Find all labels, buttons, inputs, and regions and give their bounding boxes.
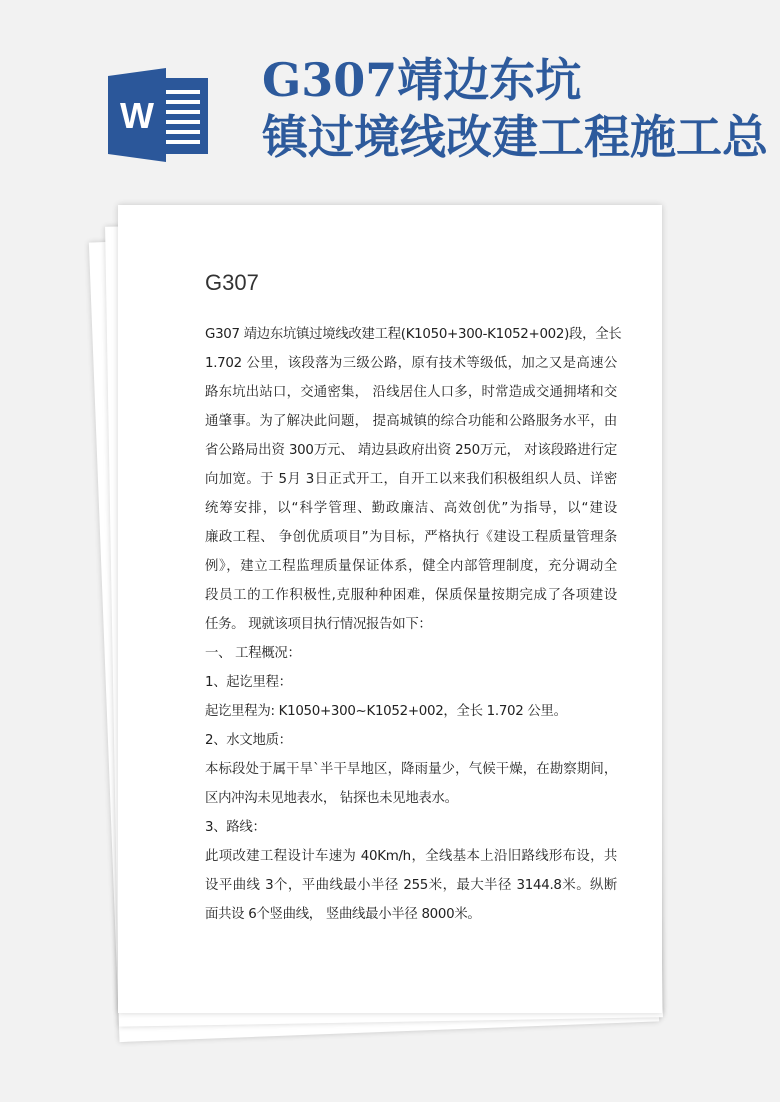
svg-text:W: W	[120, 95, 154, 136]
subsection-title: 2、水文地质：	[205, 733, 292, 748]
title-line-2: 镇过境线改建工程施工总	[262, 110, 768, 164]
text-line: 设平曲线 3个，平曲线最小半径 255米，最大半径 3144.8米。纵断	[205, 878, 617, 893]
document-body	[205, 270, 622, 929]
text-line: G307 靖边东坑镇过境线改建工程(K1050+300-K1052+002)段，全长	[205, 327, 622, 342]
text-line: 此项改建工程设计车速为 40Km/h，全线基本上沿旧路线形布设，共	[205, 849, 617, 864]
text-line: 统筹安排，以“科学管理、勤政廉洁、高效创优”为指导，以“建设	[205, 501, 617, 516]
text-line: 例》，建立工程监理质量保证体系，健全内部管理制度，充分调动全	[205, 559, 617, 574]
title-line-1: G307靖边东坑	[262, 53, 582, 107]
intro-paragraph	[205, 320, 622, 639]
subsection-title: 1、起讫里程：	[205, 675, 292, 690]
subsection-body	[205, 697, 617, 726]
text-line: 起讫里程为: K1050+300~K1052+002，全长 1.702 公里。	[205, 704, 567, 719]
text-line: 段员工的工作积极性,克服种种困难，保质保量按期完成了各项建设	[205, 588, 617, 603]
text-line: 路东坑出站口，交通密集， 沿线居住人口多，时常造成交通拥堵和交	[205, 385, 617, 400]
text-line: 通肇事。为了解决此问题， 提高城镇的综合功能和公路服务水平，由	[205, 414, 617, 429]
section-heading: 一、 工程概况：	[205, 646, 301, 661]
subsection-body	[205, 842, 617, 929]
subsection-title: 3、路线：	[205, 820, 266, 835]
doc-heading: G307	[205, 270, 259, 295]
word-icon	[108, 68, 208, 162]
text-line: 廉政工程、 争创优质项目”为目标，严格执行《建设工程质量管理条	[205, 530, 617, 545]
text-line: 本标段处于属干旱`半干旱地区，降雨量少，气候干燥，在勘察期间，	[205, 762, 617, 777]
page-title	[262, 52, 780, 166]
text-line: 省公路局出资 300万元、 靖边县政府出资 250万元， 对该段路进行定	[205, 443, 617, 458]
text-line: 区内冲沟未见地表水， 钻探也未见地表水。	[205, 791, 458, 806]
text-line: 任务。 现就该项目执行情况报告如下：	[205, 617, 432, 632]
subsection-body	[205, 755, 617, 813]
text-line: 面共设 6个竖曲线， 竖曲线最小半径 8000米。	[205, 907, 481, 922]
text-line: 1.702 公里，该段落为三级公路，原有技术等级低，加之又是高速公	[205, 356, 617, 371]
text-line: 向加宽。于 5月 3日正式开工，自开工以来我们积极组织人员、详密	[205, 472, 617, 487]
